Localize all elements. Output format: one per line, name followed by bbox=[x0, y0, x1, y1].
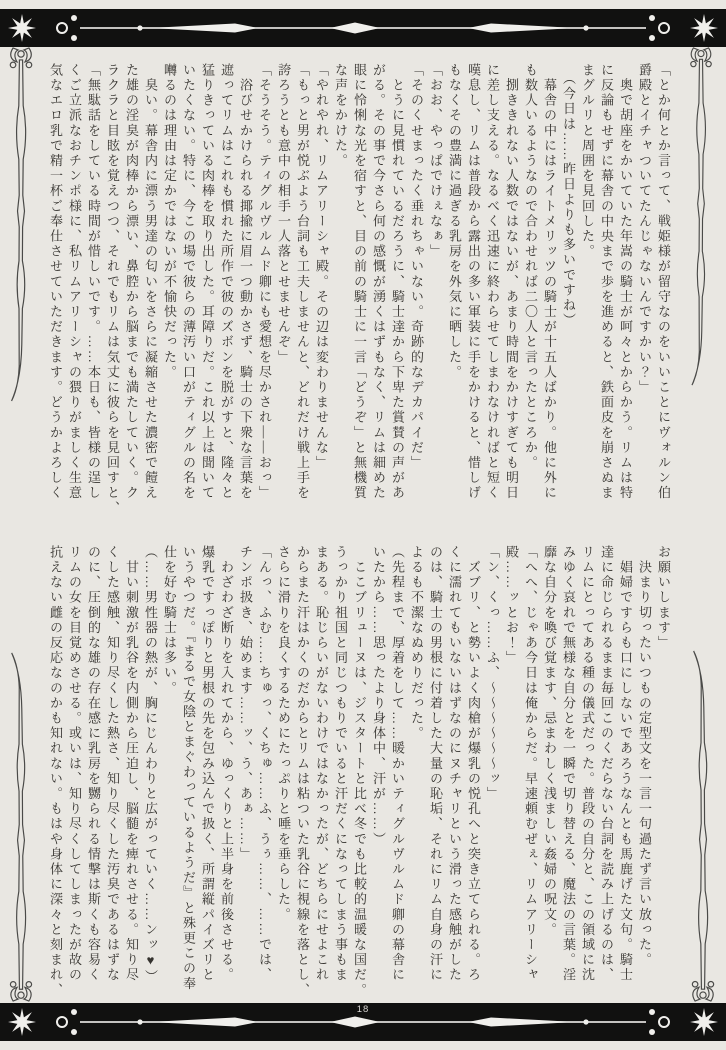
text-column: 幕舎の中にはライトメリッツの騎士が十五人ばかり。他に外に bbox=[542, 63, 557, 501]
text-column: 靡な自分を喚び覚ます、忌まわしく浅ましい姦婦の呪文。 bbox=[542, 545, 557, 938]
text-column: さらに滑りを良くするためにたっぷりと唾を垂らした。 bbox=[276, 545, 291, 923]
text-column: よるも不潔なぬめりだった。 bbox=[409, 545, 424, 742]
text-column: リムにとってある種の儀式だった。普段の自分と、この領域に沈 bbox=[580, 545, 595, 983]
text-column: くご立派なおチンポ様に、私リムアリーシャの猥りがましく生意 bbox=[67, 63, 82, 501]
text-column: 「んっ、ふむ……ちゅっ、くちゅ……ふ、うぅ……、……では、 bbox=[257, 545, 272, 983]
text-column: くに濡れてもいないはずなのにヌチャリという滑った感触がした bbox=[447, 545, 462, 983]
text-column: お願いします」 bbox=[656, 545, 671, 651]
text-column: からまた汗はかくのだからとリムは粘ついた乳谷に視線を落とし、 bbox=[295, 545, 310, 998]
text-column: も数人いるようなので合わせれば二〇人と言ったところか。 bbox=[523, 63, 538, 471]
text-column: 「へへ、じゃあ今日は俺からだ。早速頼むぜぇ、リムアリーシャ bbox=[523, 545, 538, 983]
text-column: いたから……思ったより身体中、汗が……） bbox=[371, 545, 386, 847]
text-column: いたくない。特に、今この場で彼らの薄汚い口がティグルの名を bbox=[181, 63, 196, 501]
sword-ornament-bottom-left bbox=[8, 650, 34, 1003]
text-column: 「もっと男が悦ぶよう台詞も工夫しませんと、どれだけ戦上手を bbox=[295, 63, 310, 501]
sword-ornament-bottom-right bbox=[690, 648, 716, 1003]
text-column: 抗えない雌の反応なのかも知れない。もはや身体に深々と刻まれ、 bbox=[48, 545, 63, 998]
text-column: 囀るのは理由は定かではないが不愉快だった。 bbox=[162, 63, 177, 381]
text-column: 嘆息し、リムは普段から露出の多い軍装に手をかけると、惜しげ bbox=[466, 63, 481, 501]
text-column: （……男性器の熱が、胸にじんわりと広がっていく……ンッ♥） bbox=[143, 545, 158, 985]
text-column: 奥で胡座をかいていた年嵩の騎士が呵々とからかう。リムは特 bbox=[618, 63, 633, 501]
text-column: くした感触、知り尽くした熱さ、知り尽くした汚臭であるはずな bbox=[105, 545, 120, 983]
page-number: 18 bbox=[356, 1004, 370, 1015]
text-column: ズブリ、と勢いよく肉槍が爆乳の悦孔へと突き立てられる。ろ bbox=[466, 545, 481, 983]
text-column: ラクラと目眩を覚えつつ、それでもリムは気丈に彼らを見回すと、 bbox=[105, 63, 120, 516]
text-column: 「そのくせまったく垂れちゃいない。奇跡的なデカパイだ」 bbox=[409, 63, 424, 471]
text-column: 眼に怜悧な光を宿すと、目の前の騎士に一言「どうぞ」と無機質 bbox=[352, 63, 367, 501]
text-column: 浴びせかけられる揶揄に眉一つ動かさず、騎士の下衆な言葉を bbox=[238, 63, 253, 501]
text-column: リムの女を目覚めさせる。或いは、知り尽くしてしまったが故の bbox=[67, 545, 82, 983]
text-column: みゆく哀れで無様な自分とを一瞬で切り替える、魔法の言葉。淫 bbox=[561, 545, 576, 983]
text-column: うっかり祖国と同じつもりでいると汗だくになってしまう事もま bbox=[333, 545, 348, 983]
text-column: な声をかけた。 bbox=[333, 63, 348, 169]
text-column: 決まり切ったいつもの定型文を一言一句過たず言い放った。 bbox=[637, 545, 652, 968]
text-column: 「おお、やっぱでけぇなぁ」 bbox=[428, 63, 443, 260]
text-column: 誇ろうとも意中の相手一人落とせませんぞ」 bbox=[276, 63, 291, 365]
text-column: 達に命じられるまま毎回このくだらない台詞を読み上げるのは、 bbox=[599, 545, 614, 983]
text-column: わざわざ断りを入れてから、ゆっくりと上半身を前後させる。 bbox=[219, 545, 234, 983]
text-column: いうやつだ。『まるで女陰とまぐわっているようだ』と殊更この奉 bbox=[181, 545, 196, 992]
text-column: に差し支える。なるべく迅速に終わらせてしまわなければと短く bbox=[485, 63, 500, 501]
text-column: 「やれやれ、リムアリーシャ殿。その辺は変わりませんな」 bbox=[314, 63, 329, 471]
text-column: ここブリューヌは、ジスタートと比べ冬でも比較的温暖な国だ。 bbox=[352, 545, 367, 998]
text-column: 爆乳ですっぽりと男根の先を包み込んで扱く、所謂縦パイズリと bbox=[200, 545, 215, 983]
text-column: 甘い刺激が乳谷を内側から圧迫し、脳髄を痺れさせる。知り尽 bbox=[124, 545, 139, 983]
text-column: のは、騎士の男根に付着した大量の恥垢、それにリム自身の汗に bbox=[428, 545, 443, 983]
text-column: チンポ扱き、始めます……ッ、う、あぁ……」 bbox=[238, 545, 253, 863]
text-column: 殿……ッとお！」 bbox=[504, 545, 519, 666]
text-column: 気なエロ乳で精一杯ご奉仕させていただきます。どうかよろしく bbox=[48, 63, 63, 501]
text-column: まグルリと周囲を見回した。 bbox=[580, 63, 595, 260]
text-column: た雄の淫臭が肉棒から漂い、鼻腔から脳までも満たしていく。ク bbox=[124, 63, 139, 501]
text-column: 「そうそう。ティグルヴルムド卿にも愛想を尽かされ——おっ」 bbox=[257, 63, 272, 501]
sword-ornament-top-left bbox=[8, 46, 34, 404]
text-column: 猛りきっている肉棒を取り出した。耳障りだ。これ以上は聞いて bbox=[200, 63, 215, 501]
text-column: もなくその豊満に過ぎる乳房を外気に晒した。 bbox=[447, 63, 462, 381]
text-tier-lower bbox=[45, 545, 673, 1003]
text-column: 仕を好む騎士は多い。 bbox=[162, 545, 177, 696]
text-column: 娼婦ですらも口にしないであろうなんとも馬鹿げた文句。騎士 bbox=[618, 545, 633, 983]
text-column: 臭い。幕舎内に漂う男達の匂いをさらに凝縮させた濃密で饐え bbox=[143, 63, 158, 501]
text-column: のに、圧倒的な雄の存在感に乳房を嬲られる情撃は斯くも容易く bbox=[86, 545, 101, 983]
text-column: まある。恥じらいがないわけではなかったが、どちらにせよこれ bbox=[314, 545, 329, 983]
text-column: 「ン、くっ……ふ、～～～～～～ッ」 bbox=[485, 545, 500, 802]
text-column: 捌ききれない人数ではないが、あまり時間をかけすぎても明日 bbox=[504, 63, 519, 501]
spear-line-ornament bbox=[0, 9, 726, 47]
sword-ornament-top-right bbox=[688, 46, 714, 388]
text-column: 「とか何とか言って、戦姫様が留守なのをいいことにヴォルン伯 bbox=[656, 63, 671, 501]
text-column: （今日は……昨日よりも多いですね） bbox=[561, 63, 576, 329]
text-column: 爵殿とイチャついてたんじゃないんですかい？」 bbox=[637, 63, 652, 396]
text-column: （先程まで、厚着をして……暖かいティグルヴルムド卿の幕舎に bbox=[390, 545, 405, 983]
top-border-bar bbox=[0, 9, 726, 47]
text-column: がる。その事で今さら何の感慨が湧くはずもなく、リムは細めた bbox=[371, 63, 386, 501]
text-column: とうに見慣れているだろうに、騎士達から下卑た賞賛の声があ bbox=[390, 63, 405, 501]
text-column: 「無駄話をしている時間が惜しいです。……本日も、皆様の逞し bbox=[86, 63, 101, 501]
text-column: 遮ってリムはこれも慣れた所作で彼のズボンを脱がすと、隆々と bbox=[219, 63, 234, 501]
text-column: に反論もせずに幕舎の中央まで歩を進めると、鉄面皮を崩さぬま bbox=[599, 63, 614, 501]
text-tier-upper bbox=[45, 63, 673, 532]
